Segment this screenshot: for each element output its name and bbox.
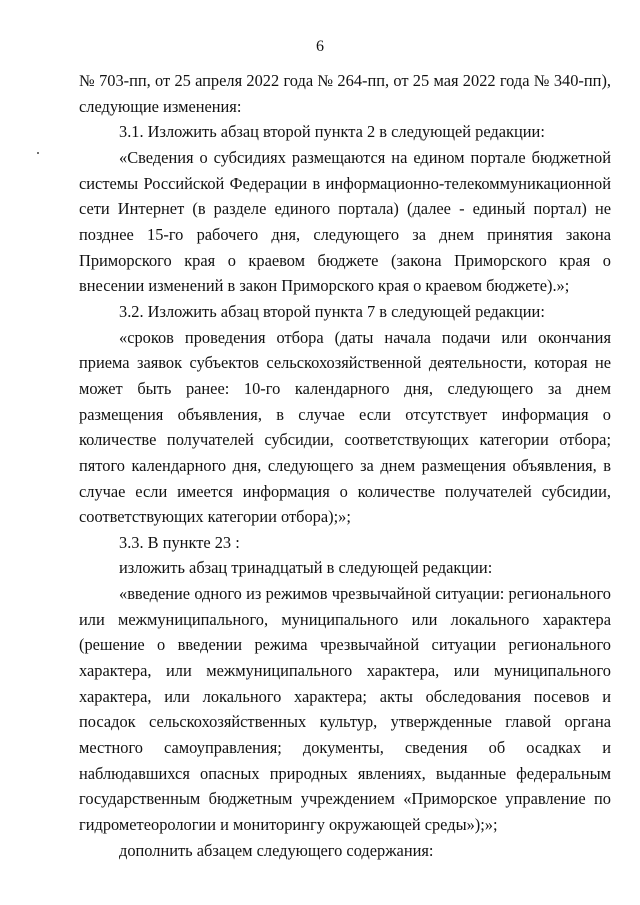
- paragraph-item-3-1: 3.1. Изложить абзац второй пункта 2 в следующей редакции:: [119, 122, 545, 142]
- document-body: [79, 68, 611, 863]
- paragraph-item-3-3: 3.3. В пункте 23 :: [119, 532, 240, 552]
- paragraph-quote-3-2: «сроков проведения отбора (даты начала подачи или окончания приема заявок субъектов сельскохозяйственной деятельности, которая не может быть ранее: 10-го календарного дня, следующего за днем размещения объявления, в случае если отсутствует информация о количестве получателей субсидии, соответствующих категории отбора; пятого календарного дня, следующего за днем размещения объявления, в случае если имеется информация о количестве получателей субсидии, соответствующих категории отбора);»;: [79, 327, 611, 527]
- paragraph-continuation: № 703-пп, от 25 апреля 2022 года № 264-пп, от 25 мая 2022 года № 340-пп), следующие изменения:: [79, 71, 611, 116]
- paragraph-instruction-add: дополнить абзацем следующего содержания:: [119, 840, 434, 860]
- paragraph-item-3-2: 3.2. Изложить абзац второй пункта 7 в следующей редакции:: [119, 301, 545, 321]
- paragraph-quote-3-3: «введение одного из режимов чрезвычайной ситуации: регионального или межмуниципального, муниципального или локального характера (решение о введении режима чрезвычайной ситуации регионального характера, или межмуниципального характера, или муниципального характера, или локального характера; акты обследования посевов и посадок сельскохозяйственных культур, утвержденные главой органа местного самоуправления; документы, сведения об осадках и наблюдавшихся опасных природных явлениях, выданные федеральным государственным бюджетным учреждением «Приморское управление по гидрометеорологии и мониторингу окружающей среды»);»;: [79, 584, 611, 835]
- paragraph-instruction-13: изложить абзац тринадцатый в следующей редакции:: [119, 558, 493, 578]
- scan-speck: [37, 152, 39, 154]
- page-number: 6: [316, 38, 324, 55]
- paragraph-quote-3-1: «Сведения о субсидиях размещаются на едином портале бюджетной системы Российской Федерации в информационно-телекоммуникационной сети Интернет (в разделе единого портала) (далее - единый портал) не позднее 15-го рабочего дня, следующего за днем принятия закона Приморского края о краевом бюджете (закона Приморского края о внесении изменений в закон Приморского края о краевом бюджете).»;: [79, 147, 611, 296]
